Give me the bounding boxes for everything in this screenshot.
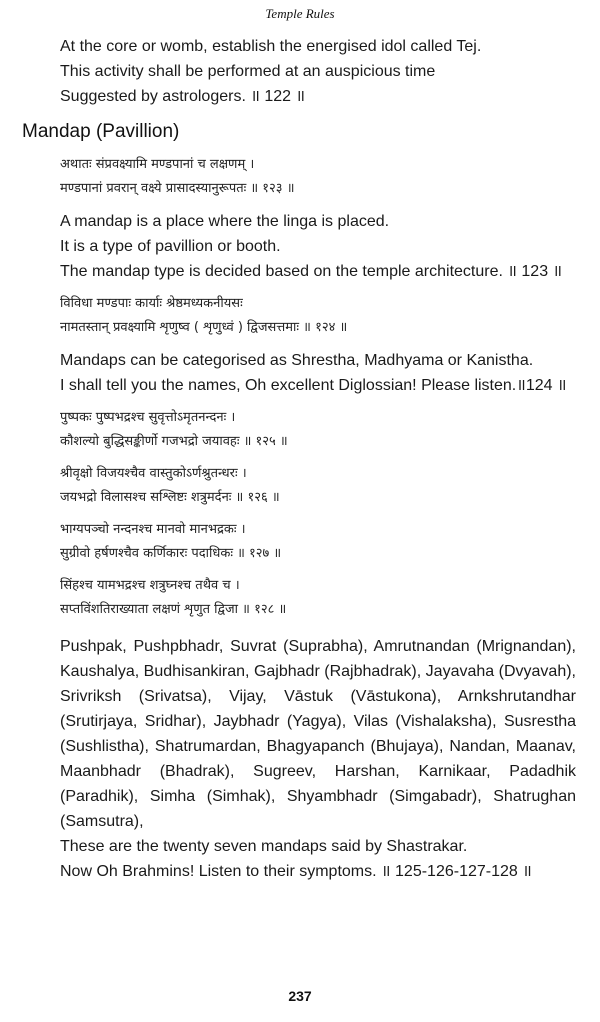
verse-line: भाग्यपञ्चो नन्दनश्च मानवो मानभद्रकः । [60,522,246,537]
verse-125 [22,406,576,454]
verse-123 [22,153,576,201]
section-heading: Mandap (Pavillion) [22,121,180,142]
verse-line: जयभद्रो विलासश्च सश्लिष्टः शत्रुमर्दनः ॥ १२६ ॥ [60,490,280,505]
verse-line: अथातः संप्रवक्ष्यामि मण्डपानां च लक्षणम् । [60,157,255,172]
text-line: Mandaps can be categorised as Shrestha, Madhyama or Kanistha. [60,352,534,369]
verse-line: मण्डपानां प्रवरान् वक्ष्ये प्रासादस्यानुरूपतः ॥ १२३ ॥ [60,181,295,196]
verse-line: नामतस्तान् प्रवक्ष्यामि शृणुष्व ( शृणुध्वं ) द्विजसत्तमाः ॥ १२४ ॥ [60,320,348,335]
page-content [22,34,576,884]
verse-line: सुग्रीवो हर्षणश्चैव कर्णिकारः पदाधिकः ॥ १२७ ॥ [60,546,282,561]
text-line: Suggested by astrologers. ॥ 122 ॥ [60,88,306,105]
text-line: These are the twenty seven mandaps said by Shastrakar. [60,838,468,855]
running-title: Temple Rules [265,6,335,21]
verse-128 [22,574,576,622]
verse-line: विविधा मण्डपाः कार्याः श्रेष्ठमध्यकनीयसः [60,296,243,311]
translation-124 [22,348,576,398]
text-line: This activity shall be performed at an auspicious time [60,63,436,80]
names-paragraph: Pushpak, Pushpbhadr, Suvrat (Suprabha), Amrutnandan (Mrignandan), Kaushalya, Budhisankiran, Gajbhadr (Rajbhadrak), Jayavaha (Dvyavah), Srivriksh (Srivatsa), Vijay, Vāstuk (Vāstukona), Arnkshrutandhar (Srutirjaya, Sridhar), Jaybhadr (Yagya), Vilas (Vishalaksha), Susrestha (Sushlistha), Shatrumardan, Bhagyapanch (Bhujaya), Nandan, Maanav, Maanbhadr (Bhadrak), Sugreev, Harshan, Karnikaar, Padadhik (Paradhik), Simha (Simhak), Shyambhadr (Simgabadr), Shatrughan (Samsutra), [60,638,576,830]
verse-127 [22,518,576,566]
verse-line: कौशल्यो बुद्धिसङ्कीर्णो गजभद्रो जयावहः ॥ १२५ ॥ [60,434,288,449]
verse-126 [22,462,576,510]
text-line: The mandap type is decided based on the temple architecture. ॥ 123 ॥ [60,263,563,280]
verse-line: पुष्पकः पुष्पभद्रश्च सुवृत्तोऽमृतनन्दनः । [60,410,236,425]
text-line: At the core or womb, establish the energised idol called Tej. [60,38,482,55]
page-number: 237 [288,988,312,1004]
text-line: A mandap is a place where the linga is placed. [60,213,390,230]
text-line: I shall tell you the names, Oh excellent Diglossian! Please listen.॥124 ॥ [60,377,567,394]
verse-line: सप्तविंशतिराख्याता लक्षणं शृणुत द्विजा ॥ १२८ ॥ [60,602,287,617]
intro-translation [22,34,576,109]
names-translation [22,634,576,884]
verse-line: श्रीवृक्षो विजयश्चैव वास्तुकोऽर्णश्रुतन्धरः । [60,466,247,481]
verse-124 [22,292,576,340]
text-line: It is a type of pavillion or booth. [60,238,281,255]
text-line: Now Oh Brahmins! Listen to their symptoms. ॥ 125-126-127-128 ॥ [60,863,532,880]
translation-123 [22,209,576,284]
verse-line: सिंहश्च यामभद्रश्च शत्रुघ्नश्च तथैव च । [60,578,240,593]
